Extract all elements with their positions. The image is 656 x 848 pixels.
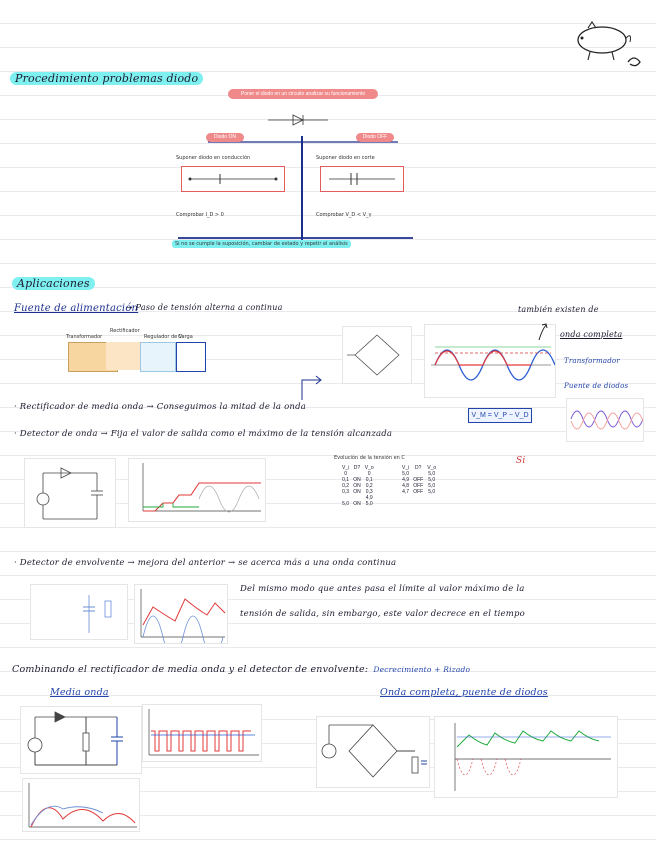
block-diagram [16,328,216,384]
envolvente-desc-1: Del mismo modo que antes pasa el límite al valor máximo de la [240,584,525,594]
fuente-description: → Paso de tensión alterna a continua [126,303,283,312]
right-check: Comprobar V_D < V_γ [316,212,372,218]
block-carga [176,342,206,372]
block-label-1: Rectificador [110,328,140,334]
bottom-note: Si no se cumple la suposición, cambiar de estado y repetir el análisis [172,240,351,248]
media-onda-heading: Media onda [50,687,109,698]
combo-line [12,657,470,676]
fuente-arrow [298,372,328,402]
left-circuit-box [181,166,285,192]
block-rectificador [106,342,140,370]
block-label-2: Regulador de V [144,334,183,340]
right-note: Suponer diodo en corte [316,155,375,161]
left-note: Suponer diodo en conducción [176,155,251,161]
block-label-3: Carga [178,334,193,340]
media-onda-circuit [20,706,142,774]
block-label-0: Transformador [66,334,103,340]
side-note-1: también existen de [518,305,599,314]
formula-box: V_M = V_P − V_D [468,408,532,423]
detector-line: · Detector de onda → Fija el valor de salida como el máximo de la tensión alcanzada [14,429,393,439]
detector-circuit-figure [24,458,116,528]
envolvente-plot-figure [134,584,228,644]
diodo-off-pill: Diodo OFF [356,133,394,142]
detector-plot-figure [128,458,266,522]
media-onda-decay-plot [22,778,140,832]
envolvente-line: · Detector de envolvente → mejora del anterior → se acerca más a una onda continua [14,558,397,568]
combo-line-highlight: Decrecimiento + Rizado [373,665,471,674]
envolvente-circuit-figure [30,584,128,640]
section-title-procedimiento: Procedimiento problemas diodo [10,72,203,85]
table-title: Evolución de la tensión en C [334,455,405,461]
media-onda-plot [142,704,262,762]
right-circuit-box [320,166,404,192]
transformador-label: Transformador [564,357,620,365]
puente-label: Puente de diodos [564,382,629,390]
onda-completa-plot [434,716,618,798]
side-note-arrow [536,322,550,342]
combo-line-text: Combinando el rectificador de media onda y el detector de envolvente: [12,664,369,675]
section-title-aplicaciones: Aplicaciones [12,277,95,290]
bridge-sketch [342,326,412,384]
evolution-table-left: V_i D? V_o 0 0 0,1 ON 0,1 0,2 ON 0,2 0,3 ON 0,3 4,9 5,0 ON 5,0 [342,465,374,507]
envolvente-desc-2: tensión de salida, sin embargo, este valor decrece en el tiempo [240,609,525,619]
procedure-top-pill: Poner el diodo en un circuito analizar su funcionamiento [228,89,378,99]
side-note-2: onda completa [560,330,623,339]
pig-doodle [568,20,648,72]
block-regulador [140,342,176,372]
left-check: Comprobar I_D > 0 [176,212,224,218]
puente-wave-figure [566,398,644,442]
rectificador-line: · Rectificador de media onda → Conseguimos la mitad de la onda [14,402,306,412]
si-label: Si [516,456,526,466]
evolution-table-right: V_i D? V_o 5,0 5,0 4,9 OFF 5,0 4,8 OFF 5,0 4,7 OFF 5,0 [402,465,437,495]
onda-completa-heading: Onda completa, puente de diodos [380,687,548,698]
onda-completa-circuit [316,716,430,788]
diodo-on-pill: Diodo ON [206,133,244,142]
fuente-heading: Fuente de alimentación [14,303,139,314]
